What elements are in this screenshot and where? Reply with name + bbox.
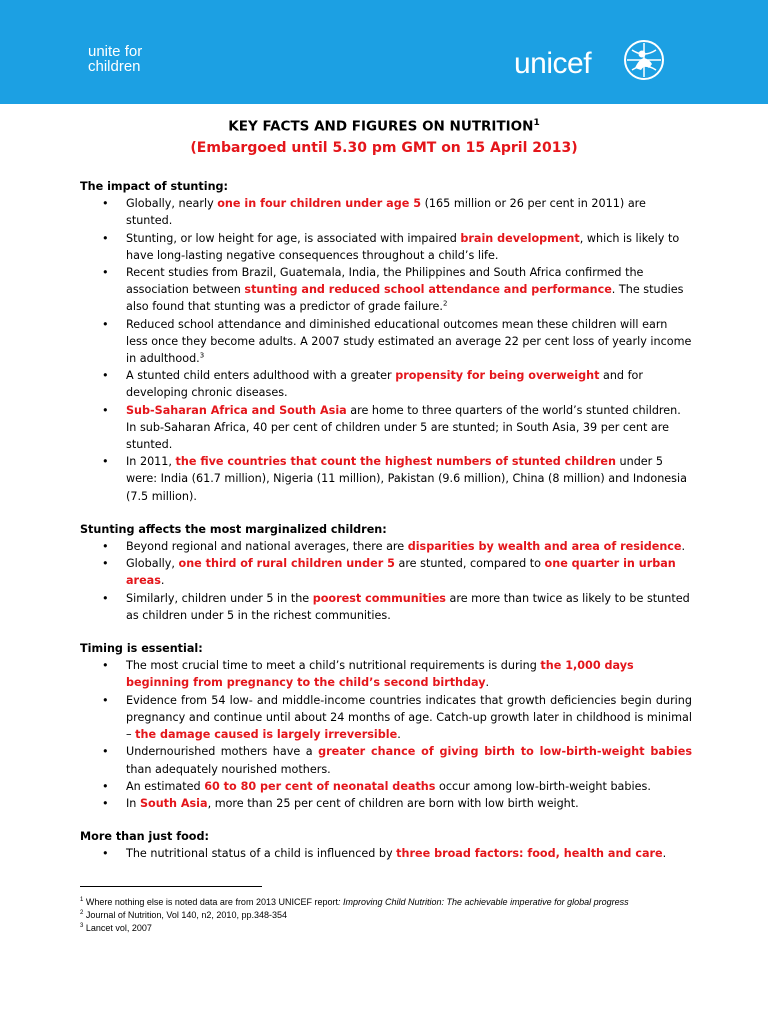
- list-item: • An estimated 60 to 80 per cent of neonatal deaths occur among low-birth-weight babies.: [80, 778, 692, 795]
- document-body: [80, 178, 692, 863]
- list-item: • In 2011, the five countries that count the highest numbers of stunted children under 5 were: India (61.7 million), Nigeria (11 million), Pakistan (9.6 million), China (8 million) and Indonesia (7.5 million).: [80, 453, 692, 505]
- bullet-list-marginalized: [80, 538, 692, 624]
- section-heading-impact: The impact of stunting:: [80, 180, 229, 193]
- section-heading-food: More than just food:: [80, 830, 209, 844]
- list-item: • Beyond regional and national averages, there are disparities by wealth and area of residence.: [80, 538, 692, 555]
- header-banner: [0, 0, 768, 104]
- list-item: • Recent studies from Brazil, Guatemala, India, the Philippines and South Africa confirmed the association between stunting and reduced school attendance and performance. The studies also found that stunting was a predictor of grade failure.$^2$: [80, 264, 692, 316]
- bullet-list-food: [80, 845, 692, 862]
- document-title: KEY FACTS AND FIGURES ON NUTRITION$^1$: [228, 118, 540, 135]
- section-heading-timing: Timing is essential:: [80, 642, 203, 656]
- footnote-divider: [80, 886, 262, 887]
- list-item: • Reduced school attendance and diminished educational outcomes mean these children will earn less once they become adults. A 2007 study estimated an average 22 per cent loss of yearly income in adulthood.$^3$: [80, 316, 692, 368]
- footnote-3: $^3$ Lancet vol, 2007: [80, 923, 152, 933]
- list-item: • The nutritional status of a child is influenced by three broad factors: food, health and care.: [80, 845, 692, 862]
- list-item: • Sub-Saharan Africa and South Asia are home to three quarters of the world’s stunted children. In sub-Saharan Africa, 40 per cent of children under 5 are stunted; in South Asia, 39 per cent are stunted.: [80, 402, 692, 454]
- bullet-list-timing: [80, 657, 692, 812]
- tagline-line2: children: [88, 58, 141, 75]
- list-item: • Evidence from 54 low- and middle-income countries indicates that growth deficiencies begin during pregnancy and continue until about 24 months of age. Catch-up growth later in childhood is minimal – the damage caused is largely irreversible.: [80, 692, 692, 744]
- section-heading-marginalized: Stunting affects the most marginalized children:: [80, 522, 387, 536]
- bullet-list-impact: [80, 195, 692, 505]
- list-item: • Globally, nearly one in four children under age 5 (165 million or 26 per cent in 2011) are stunted.: [80, 195, 692, 229]
- unicef-logo-text: unicef: [514, 47, 592, 80]
- footnotes: [80, 895, 690, 934]
- tagline-line1: unite for: [88, 43, 143, 60]
- list-item: • Globally, one third of rural children under 5 are stunted, compared to one quarter in urban areas.: [80, 555, 692, 589]
- tagline: [88, 44, 142, 74]
- footnote-1: $^1$ Where nothing else is noted data are from 2013 UNICEF report: Improving Child Nutrition: The achievable imperative for global progress: [80, 897, 629, 907]
- list-item: • A stunted child enters adulthood with a greater propensity for being overweight and for developing chronic diseases.: [80, 367, 692, 401]
- list-item: • Undernourished mothers have a greater chance of giving birth to low-birth-weight babies than adequately nourished mothers.: [80, 743, 692, 777]
- list-item: • In South Asia, more than 25 per cent of children are born with low birth weight.: [80, 795, 692, 812]
- list-item: • Stunting, or low height for age, is associated with impaired brain development, which is likely to have long-lasting negative consequences throughout a child’s life.: [80, 230, 692, 264]
- list-item: • The most crucial time to meet a child’s nutritional requirements is during the 1,000 days beginning from pregnancy to the child’s second birthday.: [80, 657, 692, 691]
- unicef-emblem-icon: [622, 38, 666, 82]
- footnote-2: $^2$ Journal of Nutrition, Vol 140, n2, 2010, pp.348-354: [80, 910, 287, 920]
- embargo-notice: (Embargoed until 5.30 pm GMT on 15 April 2013): [190, 140, 578, 156]
- list-item: • Similarly, children under 5 in the poorest communities are more than twice as likely to be stunted as children under 5 in the richest communities.: [80, 590, 692, 624]
